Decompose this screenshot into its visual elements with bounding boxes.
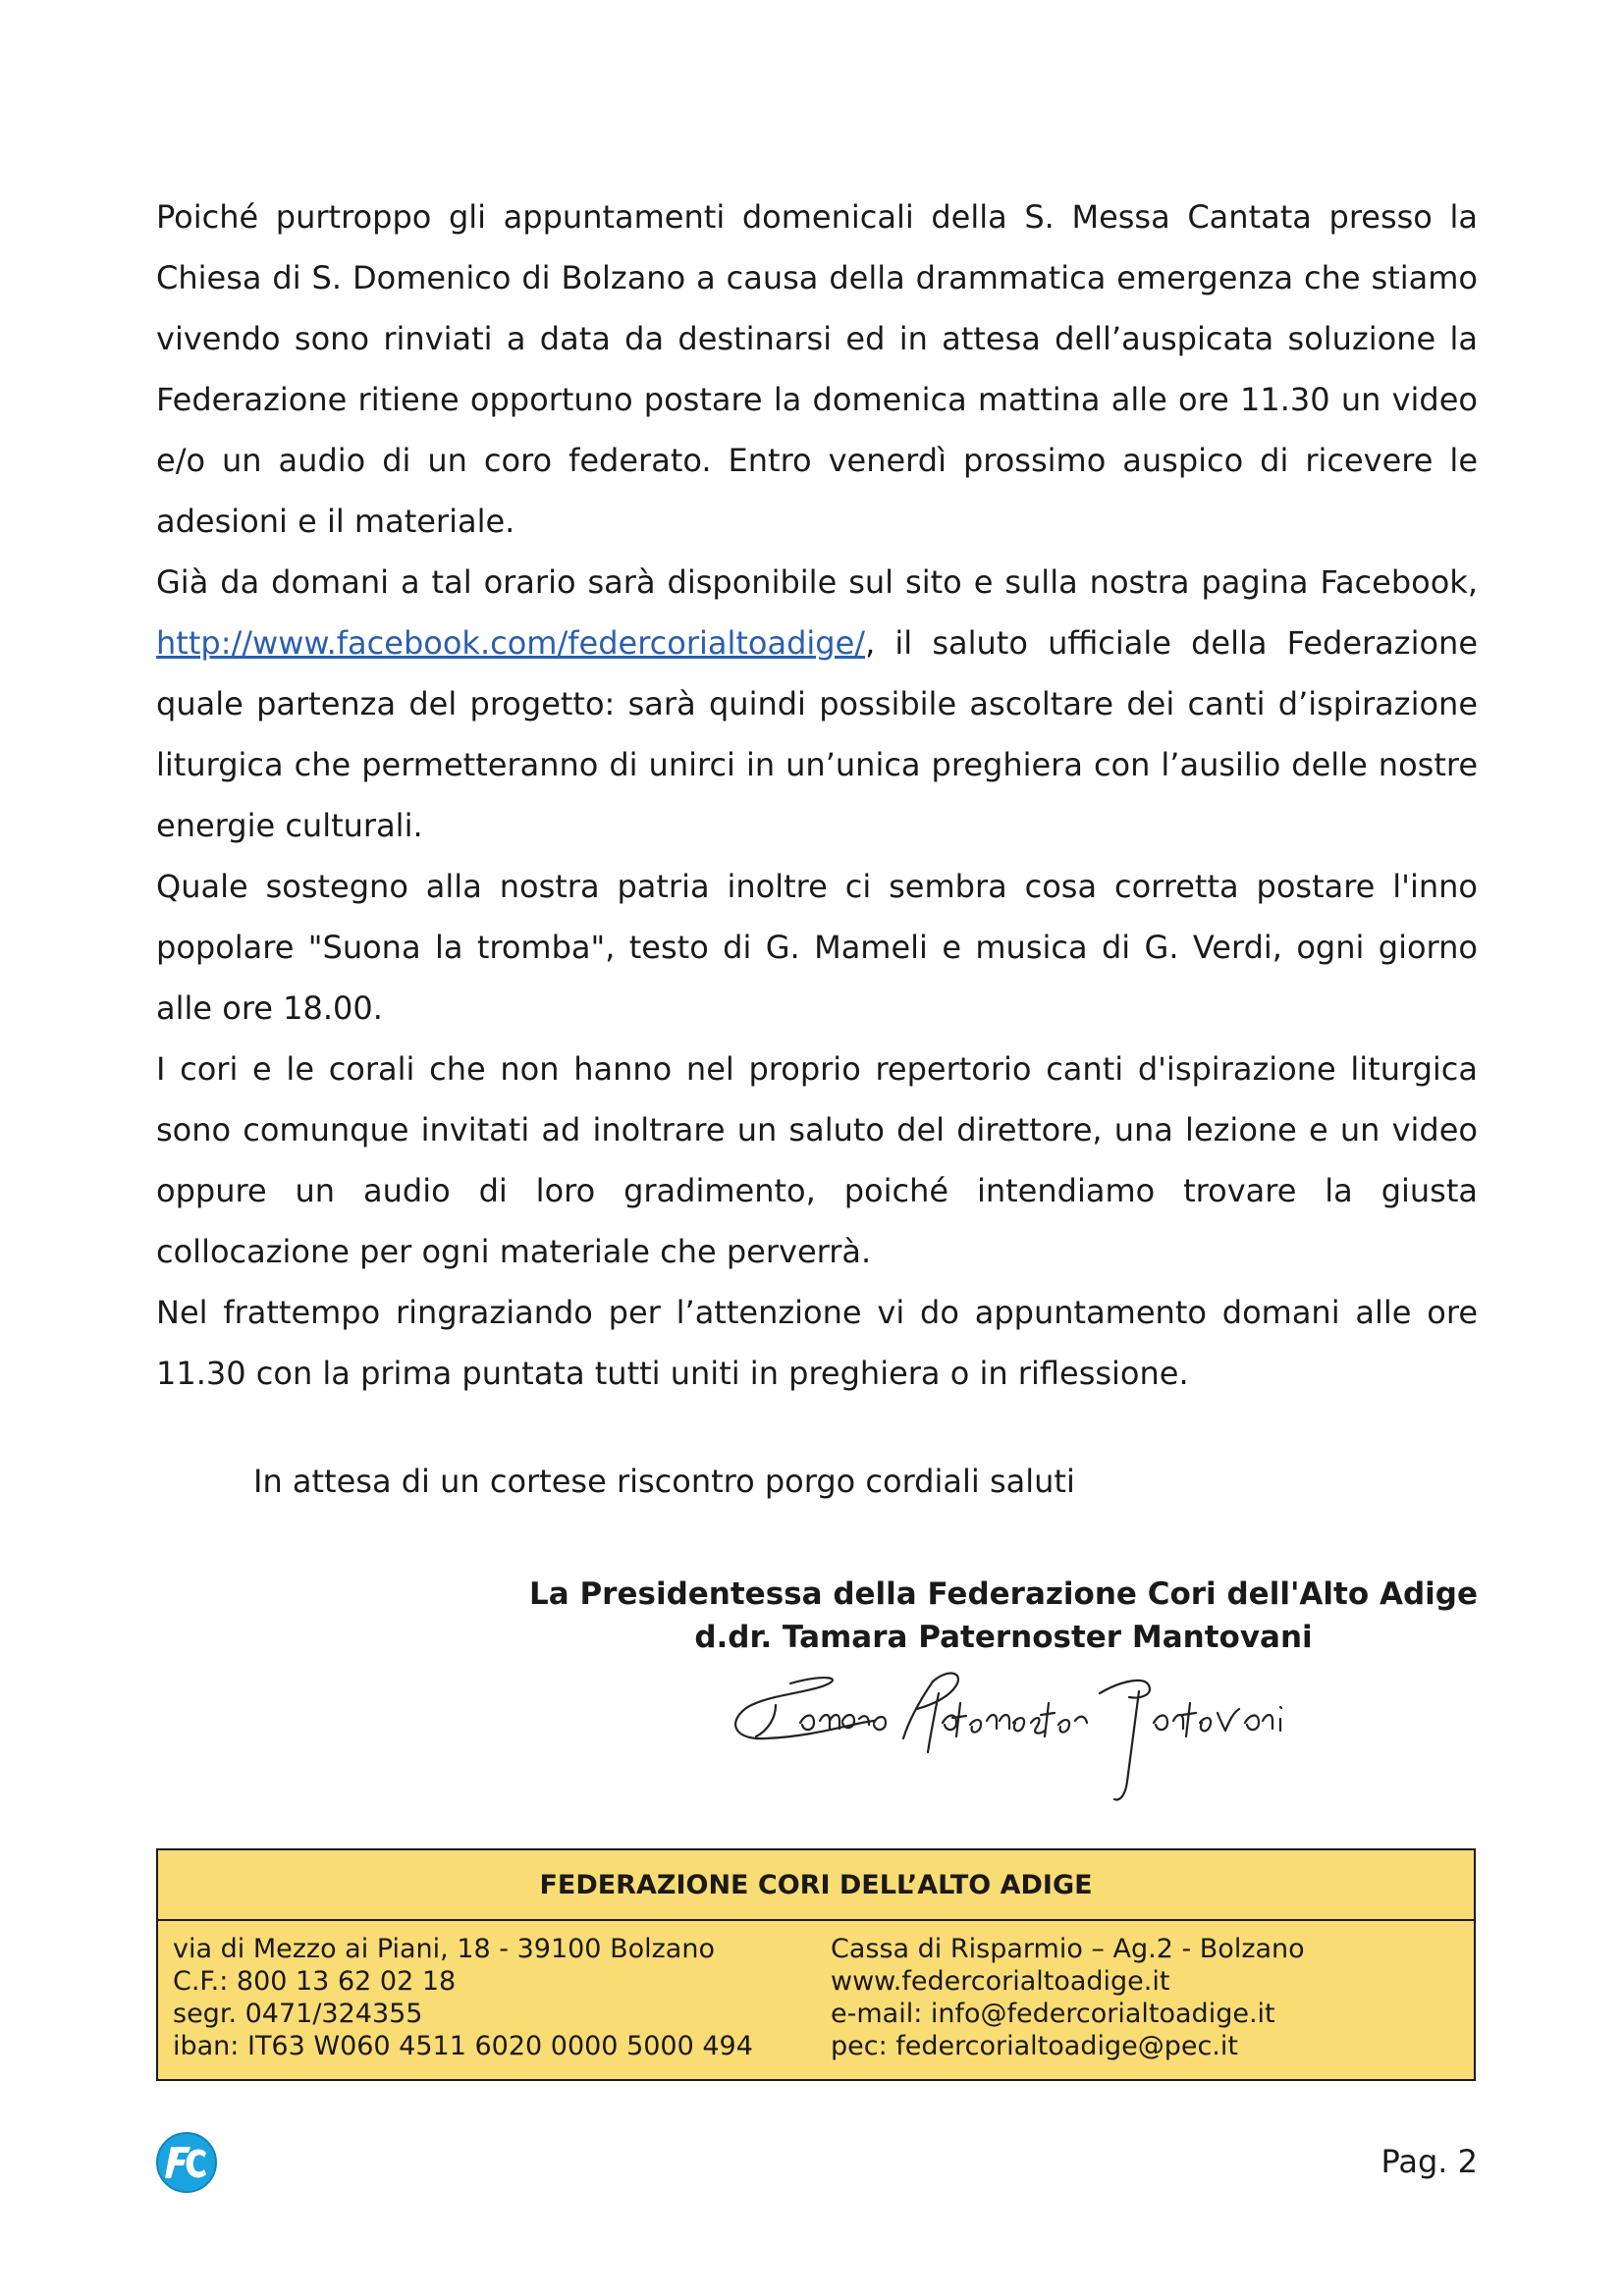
signatory-name: d.dr. Tamara Paternoster Mantovani bbox=[694, 1620, 1313, 1655]
footer-email: e-mail: info@federcorialtoadige.it bbox=[831, 1999, 1275, 2029]
footer-iban: iban: IT63 W060 4511 6020 0000 5000 494 bbox=[173, 2031, 753, 2061]
footer-tax-code: C.F.: 800 13 62 02 18 bbox=[173, 1966, 457, 1997]
handwritten-signature bbox=[707, 1664, 1296, 1811]
fc-logo-icon bbox=[155, 2131, 218, 2194]
paragraph-3: Quale sostegno alla nostra patria inoltre ci sembra cosa corretta postare l'inno popolare "Suona la tromba", testo di G. Mameli e musica di G. Verdi, ogni giorno alle ore 18.00. bbox=[156, 868, 1478, 1027]
letter-body bbox=[156, 187, 1478, 1404]
footer-web-column bbox=[831, 1933, 1305, 2062]
footer-address-column bbox=[173, 1933, 831, 2062]
footer-bank: Cassa di Risparmio – Ag.2 - Bolzano bbox=[831, 1934, 1305, 1964]
page-number: Pag. 2 bbox=[1380, 2143, 1478, 2180]
paragraph-2 bbox=[156, 552, 1478, 856]
footer-pec: pec: federcorialtoadige@pec.it bbox=[831, 2031, 1238, 2061]
paragraph-2-intro: Già da domani a tal orario sarà disponibile sul sito e sulla nostra pagina Facebook, bbox=[156, 563, 1478, 601]
footer-contact-box bbox=[156, 1848, 1476, 2081]
footer-columns bbox=[158, 1921, 1474, 2062]
paragraph-1: Poiché purtroppo gli appuntamenti domenicali della S. Messa Cantata presso la Chiesa di S. Domenico di Bolzano a causa della drammatica emergenza che stiamo vivendo sono rinviati a data da destinarsi ed in attesa dell’auspicata soluzione la Federazione ritiene opportuno postare la domenica mattina alle ore 11.30 un video e/o un audio di un coro federato. Entro venerdì prossimo auspico di ricevere le adesioni e il materiale. bbox=[156, 198, 1478, 540]
closing-salutation: In attesa di un cortese riscontro porgo cordiali saluti bbox=[253, 1463, 1075, 1500]
signature-block bbox=[442, 1573, 1565, 1659]
signatory-role: La Presidentessa della Federazione Cori dell'Alto Adige bbox=[529, 1576, 1478, 1612]
paragraph-2-rest: , il saluto ufficiale della Federazione quale partenza del progetto: sarà quindi possibile ascoltare dei canti d’ispirazione liturgica che permetteranno di unirci in un’unica preghiera con l’ausilio delle nostre energie culturali. bbox=[156, 624, 1478, 844]
footer-phone: segr. 0471/324355 bbox=[173, 1999, 423, 2029]
paragraph-5: Nel frattempo ringraziando per l’attenzione vi do appuntamento domani alle ore 11.30 con la prima puntata tutti uniti in preghiera o in riflessione. bbox=[156, 1294, 1478, 1392]
footer-website: www.federcorialtoadige.it bbox=[831, 1966, 1170, 1997]
paragraph-4: I cori e le corali che non hanno nel proprio repertorio canti d'ispirazione liturgica sono comunque invitati ad inoltrare un saluto del direttore, una lezione e un video oppure un audio di loro gradimento, poiché intendiamo trovare la giusta collocazione per ogni materiale che perverrà. bbox=[156, 1050, 1478, 1270]
footer-address: via di Mezzo ai Piani, 18 - 39100 Bolzano bbox=[173, 1934, 715, 1964]
footer-title: FEDERAZIONE CORI DELL’ALTO ADIGE bbox=[158, 1850, 1474, 1921]
facebook-link[interactable]: http://www.facebook.com/federcorialtoadige/ bbox=[156, 624, 866, 662]
